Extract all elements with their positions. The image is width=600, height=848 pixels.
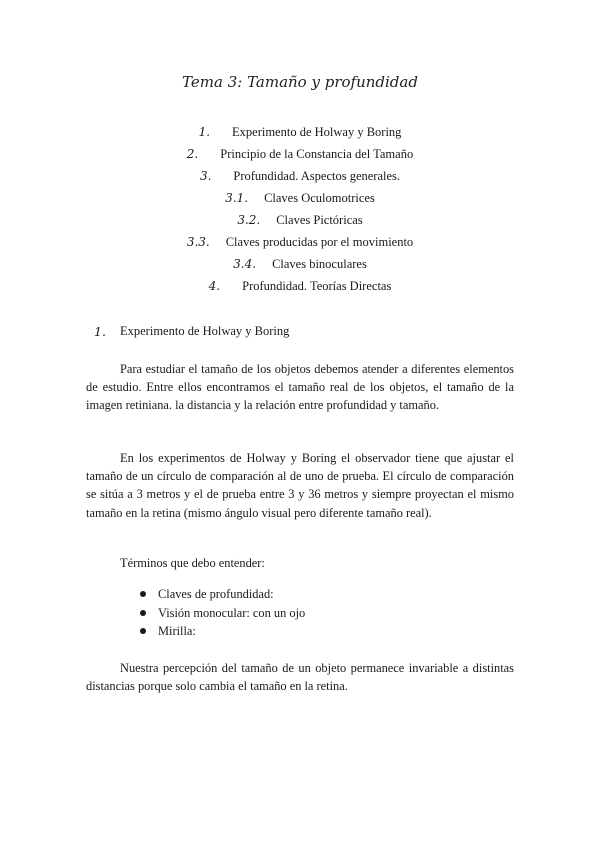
toc-label: Claves Pictóricas xyxy=(276,212,363,227)
toc-number: 3.2. xyxy=(237,213,261,227)
bullet-list xyxy=(140,585,305,641)
toc-label: Principio de la Constancia del Tamaño xyxy=(220,146,414,161)
section-number: 1. xyxy=(94,324,106,339)
section-title: Experimento de Holway y Boring xyxy=(120,324,290,338)
toc-item-3-4 xyxy=(0,253,600,275)
toc-item-3-1 xyxy=(0,187,600,209)
paragraph-terms: Términos que debo entender: xyxy=(120,556,265,570)
section-heading xyxy=(94,324,289,339)
paragraph-intro: Para estudiar el tamaño de los objetos debemos atender a diferentes elementos de estudio. Entre ellos encontramos el tamaño real de los objetos, el tamaño de la imagen retiniana. la distancia y la relación entre profundidad y tamaño. xyxy=(86,362,514,413)
toc-item-3 xyxy=(0,165,600,187)
paragraph-experiment: En los experimentos de Holway y Boring el observador tiene que ajustar el tamaño de un círculo de comparación al de uno de prueba. El círculo de comparación se sitúa a 3 metros y el de prueba entre 3 y 36 metros y siempre proyectan el mismo tamaño en la retina (mismo ángulo visual pero diferente tamaño real). xyxy=(86,451,514,520)
toc-number: 3.1. xyxy=(225,191,249,205)
list-item-text: Mirilla: xyxy=(158,624,196,639)
toc-item-3-3 xyxy=(0,231,600,253)
list-item xyxy=(140,604,305,623)
toc-number: 4. xyxy=(208,279,221,293)
bullet-icon xyxy=(140,610,146,616)
toc-number: 2. xyxy=(186,147,199,161)
page-title: Tema 3: Tamaño y profundidad xyxy=(182,73,418,91)
toc-label: Claves Oculomotrices xyxy=(264,190,375,205)
toc-label: Profundidad. Teorías Directas xyxy=(242,278,392,293)
list-item-text: Visión monocular: con un ojo xyxy=(158,605,306,620)
bullet-icon xyxy=(140,591,146,597)
toc-label: Claves producidas por el movimiento xyxy=(225,234,414,249)
toc-label: Experimento de Holway y Boring xyxy=(232,124,402,139)
list-item-text: Claves de profundidad: xyxy=(158,587,274,601)
toc-label: Claves binoculares xyxy=(272,256,367,271)
list-item xyxy=(140,585,305,604)
list-item xyxy=(140,622,305,641)
toc-item-2 xyxy=(0,143,600,165)
paragraph-conclusion: Nuestra percepción del tamaño de un objeto permanece invariable a distintas distancias porque solo cambia el tamaño en la retina. xyxy=(86,661,514,694)
toc-item-4 xyxy=(0,275,600,297)
toc-number: 1. xyxy=(198,125,211,139)
toc-item-1 xyxy=(0,121,600,143)
bullet-icon xyxy=(140,628,146,634)
toc-number: 3. xyxy=(199,169,212,183)
table-of-contents xyxy=(0,121,600,297)
toc-number: 3.3. xyxy=(186,235,210,249)
toc-number: 3.4. xyxy=(233,257,257,271)
toc-label: Profundidad. Aspectos generales. xyxy=(233,168,401,183)
toc-item-3-2 xyxy=(0,209,600,231)
